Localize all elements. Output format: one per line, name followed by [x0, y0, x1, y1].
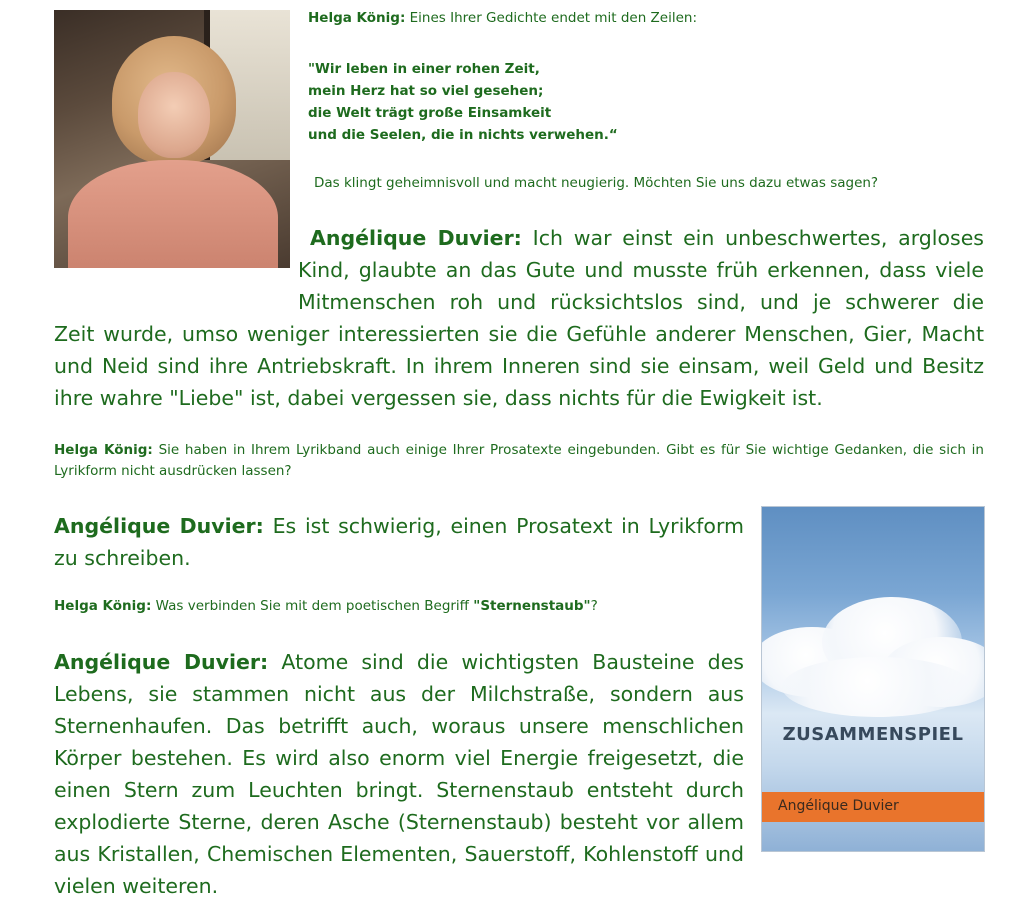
book-author-band: [762, 792, 984, 822]
answer-1-line-1: [310, 222, 984, 254]
question-2: [54, 440, 984, 482]
answer-1-line-4: Zeit wurde, umso weniger interessierten sie die Gefühle anderer Menschen, Gier, Macht: [54, 322, 984, 346]
poem-line: die Welt trägt große Einsamkeit: [308, 105, 552, 121]
question-1-text: Das klingt geheimnisvoll und macht neugierig. Möchten Sie uns dazu etwas sagen?: [314, 175, 879, 191]
question-text: Was verbinden Sie mit dem poetischen Begriff: [155, 598, 469, 614]
book-author: Angélique Duvier: [778, 798, 899, 814]
author-portrait-photo: [54, 10, 290, 268]
speaker-angelique: Angélique Duvier:: [54, 650, 269, 674]
poem-line: mein Herz hat so viel gesehen;: [308, 83, 544, 99]
question-1-intro: [308, 8, 697, 29]
term-sternenstaub: "Sternenstaub": [473, 598, 591, 614]
book-cover-image: [762, 507, 984, 851]
answer-1-line-5: und Neid sind ihre Antriebskraft. In ihrem Inneren sind sie einsam, weil Geld und Besitz: [54, 354, 984, 378]
poem-line: "Wir leben in einer rohen Zeit,: [308, 61, 540, 77]
answer-1-line-2: Kind, glaubte an das Gute und musste früh erkennen, dass viele: [298, 258, 984, 282]
portrait-sweater: [68, 160, 278, 268]
answer-2: [54, 510, 744, 574]
question-text: Sie haben in Ihrem Lyrikband auch einige Ihrer Prosatexte eingebunden. Gibt es für Sie wichtige Gedanken, die sich in Lyrikform nicht ausdrücken lassen?: [54, 442, 984, 479]
answer-text: Atome sind die wichtigsten Bausteine des Lebens, sie stammen nicht aus der Milchstraße, sondern aus Sternenhaufen. Das betrifft auch, woraus unsere menschlichen Körper bestehen. Es wird also enorm viel Energie freigesetzt, die einen Stern zum Leuchten bringt. Sternenstaub entsteht durch explodierte Sterne, deren Asche (Sternenstaub) besteht vor allem aus Kristallen, Chemischen Elementen, Sauerstoff, Kohlenstoff und vielen weiteren.: [54, 650, 744, 898]
question-text: Eines Ihrer Gedichte endet mit den Zeilen:: [409, 10, 698, 26]
speaker-helga: Helga König:: [54, 598, 152, 614]
book-title: ZUSAMMENSPIEL: [782, 724, 964, 745]
answer-text: Es ist schwierig, einen Prosatext in Lyrikform zu schreiben.: [54, 514, 744, 570]
question-3: [54, 596, 598, 617]
answer-3: [54, 646, 744, 902]
speaker-helga: Helga König:: [54, 442, 153, 458]
portrait-face: [138, 72, 210, 158]
speaker-angelique: Angélique Duvier:: [310, 226, 522, 250]
answer-1-line-6: ihre wahre "Liebe" ist, dabei vergessen sie, dass nichts für die Ewigkeit ist.: [54, 386, 823, 410]
cloud: [782, 657, 972, 717]
answer-1-line-3: Mitmenschen roh und rücksichtslos sind, und je schwerer die: [298, 290, 984, 314]
poem-line: und die Seelen, die in nichts verwehen.“: [308, 127, 618, 143]
question-mark: ?: [590, 598, 598, 614]
speaker-helga: Helga König:: [308, 10, 406, 26]
answer-text: Ich war einst ein unbeschwertes, argloses: [532, 226, 984, 250]
speaker-angelique: Angélique Duvier:: [54, 514, 264, 538]
poem-quote: [308, 58, 618, 146]
